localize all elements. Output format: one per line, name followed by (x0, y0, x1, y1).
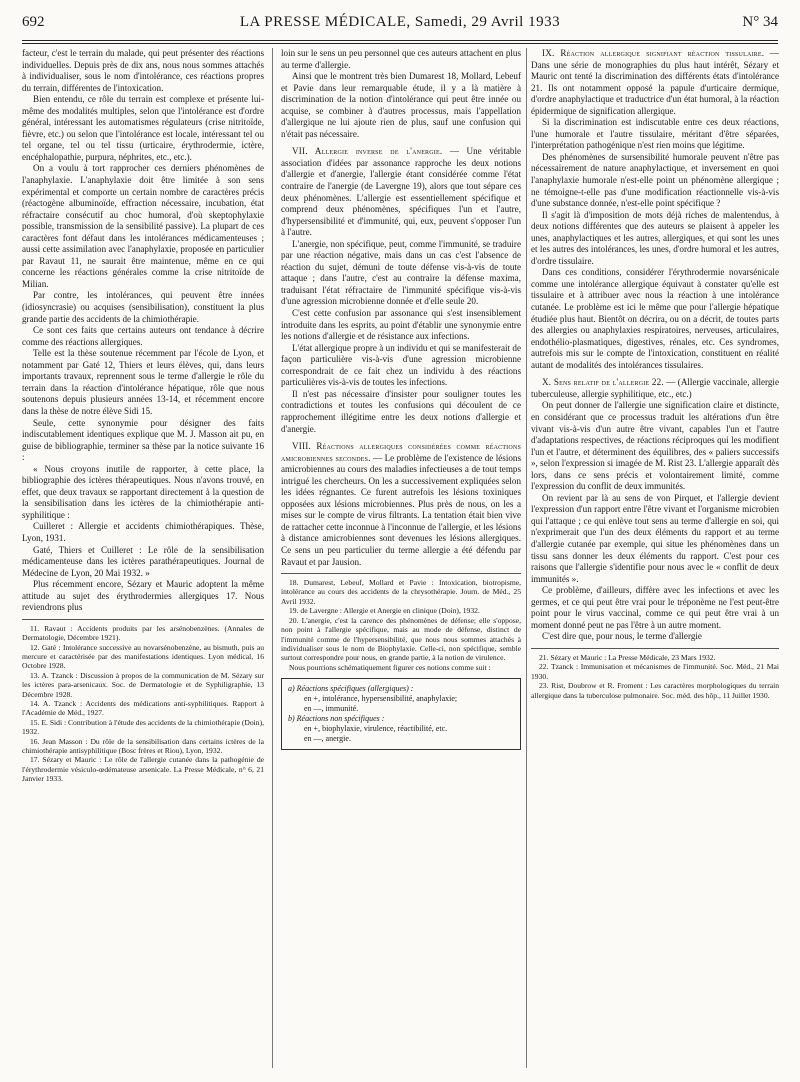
footnotes (22, 624, 264, 784)
paragraph: C'est dire que, pour nous, le terme d'allergie (542, 631, 702, 642)
column-3 (531, 48, 779, 700)
reference-quote: Cuilleret : Allergie et accidents chimiothérapiques. Thèse, Lyon, 1931. (22, 521, 264, 543)
quotation: « Nous croyons inutile de rapporter, à cette place, la bibliographie des ictères thérapeutiques. Nous n'avons trouvé, en effet, que deux travaux se rapportant directement à la question de la sensibilisation dans les ictères de la chimiothérapie anti-syphilitique : (22, 463, 264, 520)
issue-number: N° 34 (742, 14, 778, 30)
footnote: 20. L'anergie, c'est la carence des phénomènes de défense; elle s'oppose, non point à l'allergie spécifique, mais au mode de défense, distinct de l'immunité comme de l'hypersensibilité, que nous nous sommes attachés à individualiser sous le nom de Biophylaxie. Celle-ci, non spécifique, semble surtout correspondre pour nous, en grande partie, à la notion de virulence. (281, 615, 521, 663)
section-ix (531, 48, 779, 117)
footnote: 17. Sézary et Mauric : Le rôle de l'allergie cutanée dans la pathogénie de l'érythrodermie vésiculo-œdémateuse arsenicale. La Presse Médicale, n° 6, 21 Janvier 1933. (22, 755, 264, 784)
paragraph: Seule, cette synonymie pour désigner des faits indiscutablement identiques explique que M. J. Masson ait pu, en guise de bibliographie, terminer sa thèse par la notice suivante 16 : (22, 417, 264, 463)
section-viii (281, 441, 521, 568)
footnote: 16. Jean Masson : Du rôle de la sensibilisation dans certains ictères de la chimiothérapie antisyphilitique (Bosc frères et Riou), Lyon, 1932. (22, 736, 264, 756)
footnote-separator (281, 573, 521, 574)
section-text: — Une véritable association d'idées par assonance rapproche les deux notions d'allergie et d'anergie, l'allergie étant considérée comme l'état contraire de l'anergie (de Lavergne 19), alors que tout sépare ces deux phénomènes. L'allergie est essentiellement spécifique et comprend deux phénomènes, spécifiques l'un et l'autre, d'hypersensibilité et d'immunité, qui, eux, peuvent s'opposer l'un à l'autre. (281, 146, 522, 238)
paragraph: L'anergie, non spécifique, peut, comme l'immunité, se traduire par une réaction négative, mais dans un cas c'est l'absence de réaction du sujet, démuni de toute défense vis-à-vis de toute attaque ; dans l'autre, c'est au contraire la défense maxima, traduisant l'état réfractaire de l'immunité spécifique vis-à-vis d'une agression microbienne donnée et d'elle seule 20. (281, 238, 521, 307)
paragraph: Telle est la thèse soutenue récemment par l'école de Lyon, et notamment par Gaté 12, Thiers et leurs élèves, qui, dans leurs importants travaux, reprennent sous le terme d'allergie le rôle du terrain dans la réaction d'intolérance hépatique, rôle que nous soutenons depuis plusieurs années 13-14, et récemment encore dans la thèse de notre élève Sidi 15. (22, 348, 264, 416)
schema-line: en —, immunité. (304, 704, 359, 714)
footnote: Nous pourrions schématiquement figurer ces notions comme suit : (289, 662, 491, 672)
footnote: 12. Gaté : Intolérance successive au novarsénobenzène, au bismuth, puis au mercure et caractérisée par des manifestations identiques. Lyon médical, 16 Octobre 1928. (22, 642, 264, 671)
section-heading: X. Sens relatif de l'allergie 22. (542, 377, 664, 388)
paragraph: facteur, c'est le terrain du malade, qui peut présenter des réactions individuelles. Depuis près de dix ans, nous nous sommes attachés à individualiser, sous le nom d'intolérance, ces réactions propres du terrain, différentes de l'intoxication. (22, 48, 264, 93)
schema-line: en +, intolérance, hypersensibilité, anaphylaxie; (304, 694, 458, 704)
footnotes (281, 578, 521, 672)
paragraph: Par contre, les intolérances, qui peuvent être innées (idiosyncrasie) ou acquises (sensibilisation), constituent la plus grande partie des accidents de la chimiothérapie. (22, 290, 264, 324)
paragraph: L'état allergique propre à un individu et qui se manifesterait de façon particulière vis-à-vis d'une agression microbienne correspondrait de ce fait chez un individu à des réactions particulières vis-à-vis de toutes les infections. (281, 342, 521, 388)
column-2 (281, 48, 521, 750)
footnote: 11. Ravaut : Accidents produits par les arsénobenzènes. (Annales de Dermatologie, Décembre 1921). (22, 623, 264, 643)
schema-line: en —, anergie. (304, 734, 351, 744)
footnote: 18. Dumarest, Lebeuf, Mollard et Pavie : Intoxication, biotropisme, intolérance au cours des accidents de la chrysothérapie. Journ. de Méd., 25 Avril 1932. (281, 578, 521, 606)
section-vii (281, 146, 521, 238)
journal-title: LA PRESSE MÉDICALE, Samedi, 29 Avril 1933 (239, 14, 561, 30)
paragraph: C'est cette confusion par assonance qui s'est insensiblement introduite dans les esprits, au point d'établir une synonymie entre les notions d'allergie et de résistance aux infections. (281, 308, 521, 342)
section-text: — Le problème de l'existence de lésions amicrobiennes au cours des maladies infectieuses a de tout temps intrigué les chercheurs. On les a successivement expliquées selon les idées régnantes. Ce furent autrefois les lésions toxiniques opposées aux lésions microbiennes. Plus près de nous, on les a mises sur le compte de virus filtrants. La tentation était bien vive de rattacher cette inconnue à l'inconnue de l'allergie, et les lésions à distance amicrobiennes sont devenues les lésions allergiques. Ce sens un peu particulier du terme allergie a été défendu par Ravaut et par Jausion. (281, 452, 521, 567)
page-number: 692 (22, 14, 45, 30)
column-1 (22, 48, 264, 784)
schema-line: b) Réactions non spécifiques : (288, 714, 385, 724)
footnote-separator (531, 648, 779, 649)
footnote: 22. Tzanck : Immunisation et mécanismes de l'immunité. Soc. Méd., 21 Mai 1930. (531, 662, 779, 681)
paragraph: loin sur le sens un peu personnel que ces auteurs attachent en plus au terme d'allergie. (281, 48, 521, 70)
footnote: 15. E. Sidi : Contribution à l'étude des accidents de la chimiothérapie (Doin), 1932. (22, 717, 264, 737)
paragraph: Ainsi que le montrent très bien Dumarest 18, Mollard, Lebeuf et Pavie dans leur remarquable étude, il y a là matière à discrimination de la notion d'intolérance qui peut être innée ou acquise, se combiner à d'autres processus, mais l'appellation d'allergique ne lui ajoute rien de plus, sauf une confusion qui n'était pas nécessaire. (281, 71, 521, 139)
section-heading: IX. Réaction allergique signifiant réaction tissulaire. (542, 48, 765, 58)
schema-box (281, 678, 521, 750)
column-divider-1 (272, 48, 273, 1068)
paragraph: Il s'agit là d'imposition de mots déjà riches de malentendus, à deux notions différentes que des auteurs se plaisent à appeler les unes, anaphylactiques et les autres, allergiques, et qui sont les unes et les autres des intolérances, les unes, d'ordre humoral et les autres, d'ordre tissulaire. (531, 209, 779, 266)
paragraph: Des phénomènes de sursensibilité humorale peuvent n'être pas nécessairement de nature anaphylactique, et inversement en quoi l'anaphylaxie humorale n'est-elle point un phénomène allergique ; ne témoigne-t-elle pas d'une modification réactionnelle vis-à-vis d'une substance donnée, n'est-elle point spécifique ? (531, 151, 779, 209)
reference-quote: Gaté, Thiers et Cuilleret : Le rôle de la sensibilisation médicamenteuse dans les ictères parathérapeutiques. Journal de Médecine de Lyon, 20 Mai 1932. » (22, 544, 264, 578)
section-heading: VIII. Réactions allergiques considérées comme réactions amicrobiennes secondes. (281, 441, 521, 463)
column-divider-2 (526, 48, 527, 1068)
footnote: 19. de Lavergne : Allergie et Anergie en clinique (Doin), 1932. (289, 606, 480, 616)
footnote: 14. A. Tzanck : Accidents des médications anti-syphilitiques. Rapport à l'Académie de Méd., 1927. (22, 699, 264, 718)
paragraph: Dans ces conditions, considérer l'érythrodermie novarsénicale comme une intolérance allergique équivaut à constater qu'elle est tissulaire et à attribuer avec nous la réaction à une intolérance cutanée. Le problème est ici le même que pour l'allergie hépatique étudiée plus haut. Bientôt on décrira, ou on a décrit, de toutes parts des allergies ou anaphylaxies respiratoires, nerveuses, articulaires, endothélio-plasmatiques, digestives, rénales, etc. Ces syndromes, autrefois mis sur le compte de l'intoxication, constituent en réalité autant de modalités des intolérances tissulaires. (531, 267, 779, 370)
paragraph: On revient par là au sens de von Pirquet, et l'allergie devient l'expression d'un rapport entre l'être vivant et l'organisme microbien qui l'attaque ; ce qui enlève tout sens au terme d'allergie en soi, qui n'exprimerait que l'un des deux éléments du rapport et au terme d'allergie cutanée par exemple, qui situe les phénomènes dans un tissu sans donner les deux éléments du rapport. C'est pour ces raisons que l'allergie s'identifie pour nous avec le « conflit de deux immunités ». (531, 492, 779, 584)
section-text: — Dans une série de monographies du plus haut intérêt, Sézary et Mauric ont tenté la discrimination des différents états d'intolérance 21. Ils ont notamment opposé la papule d'urticaire dermique, d'ordre anaphylactique et traductrice d'un état humoral, à la réaction épidermique de signification allergique. (531, 48, 779, 116)
paragraph: On peut donner de l'allergie une signification claire et distincte, en considérant que ce processus traduit les altérations d'un être vivant vis-à-vis d'un autre être vivant, capables l'un et l'autre d'adaptations respectives, de réactions réciproques qui les modifient l'un et l'autre, et déterminent des équilibres, des « paliers successifs », selon l'expression si imagée de M. Rist 23. L'allergie apparaît dès lors, dans ce sens précis et volontairement limité, comme l'expression du conflit de deux immunités. (531, 400, 779, 492)
footnote-separator (22, 619, 264, 620)
paragraph: Si la discrimination est indiscutable entre ces deux réactions, l'une humorale et l'autre tissulaire, méritant d'être séparées, l'interprétation pathogénique n'est rien moins que légitime. (531, 117, 779, 151)
footnote: 13. A. Tzanck : Discussion à propos de la communication de M. Sézary sur les ictères para-arsenicaux. Soc. de Dermatologie et de Syphiligraphie, 13 Décembre 1928. (22, 670, 264, 699)
header-rule-top (22, 40, 778, 41)
page-header (22, 14, 778, 42)
section-x (531, 377, 779, 400)
schema-line: a) Réactions spécifiques (allergiques) : (288, 684, 414, 694)
paragraph: Ce sont ces faits que certains auteurs ont tendance à décrire comme des réactions allergiques. (22, 325, 264, 347)
paragraph: On a voulu à tort rapprocher ces derniers phénomènes de l'anaphylaxie. L'anaphylaxie doit être limitée à son sens expérimental et comporte un certain nombre de caractères précis (réactogène albuminoïde, effraction nécessaire, incubation, état réfractaire consécutif au choc humoral, d'où skeptophylaxie possible, transmission de la sensibilité passive). La plupart de ces caractères font défaut dans les intolérances médicamenteuses ; aussi cette assimilation avec l'anaphylaxie, proposée en particulier par Ravaut 11, ne saurait être maintenue, même en ce qui concerne les réactions générales comme la crise nitritoïde de Milian. (22, 163, 264, 289)
header-rule-bottom (22, 43, 778, 44)
footnote: 23. Rist, Doubrow et R. Froment : Les caractères morphologiques du terrain allergique dans la tuberculose pulmonaire. Soc. méd. des hôp., 11 Juillet 1930. (531, 681, 779, 700)
paragraph: Bien entendu, ce rôle du terrain est complexe et présente lui-même des modalités multiples, selon que l'intolérance est d'ordre général, intéressant les automatismes régulateurs (crise nitritoïde, fièvre, etc.) ou selon que l'intolérance est locale, intéressant tel ou tel organe, tel ou tel tissu (urticaire, érythrodermie, ictère, encéphalopathie, purpura, néphrites, etc., etc.). (22, 94, 264, 162)
paragraph: Ce problème, d'ailleurs, diffère avec les infections et avec les germes, et ce qui peut être vrai pour le tréponème ne l'est peut-être point pour le virus vaccinal, comme ce qui peut être vrai à un moment donné peut ne pas l'être à un autre moment. (531, 585, 779, 630)
section-heading: VII. Allergie inverse de l'anergie. (292, 146, 443, 157)
paragraph: Plus récemment encore, Sézary et Mauric adoptent la même attitude au sujet des érythrodermies allergiques 17. Nous reviendrons plus (22, 579, 264, 613)
section-text: — (Allergie vaccinale, allergie tuberculeuse, allergie syphilitique, etc., etc.) (531, 377, 779, 399)
footnotes (531, 653, 779, 700)
footnote: 21. Sézary et Mauric : La Presse Médicale, 23 Mars 1932. (539, 652, 716, 662)
schema-line: en +, biophylaxie, virulence, réactibilité, etc. (304, 724, 448, 734)
paragraph: Il n'est pas nécessaire d'insister pour souligner toutes les contradictions et toutes les confusions qui découlent de ce rapprochement illégitime entre les deux notions d'allergie et d'anergie. (281, 388, 521, 434)
